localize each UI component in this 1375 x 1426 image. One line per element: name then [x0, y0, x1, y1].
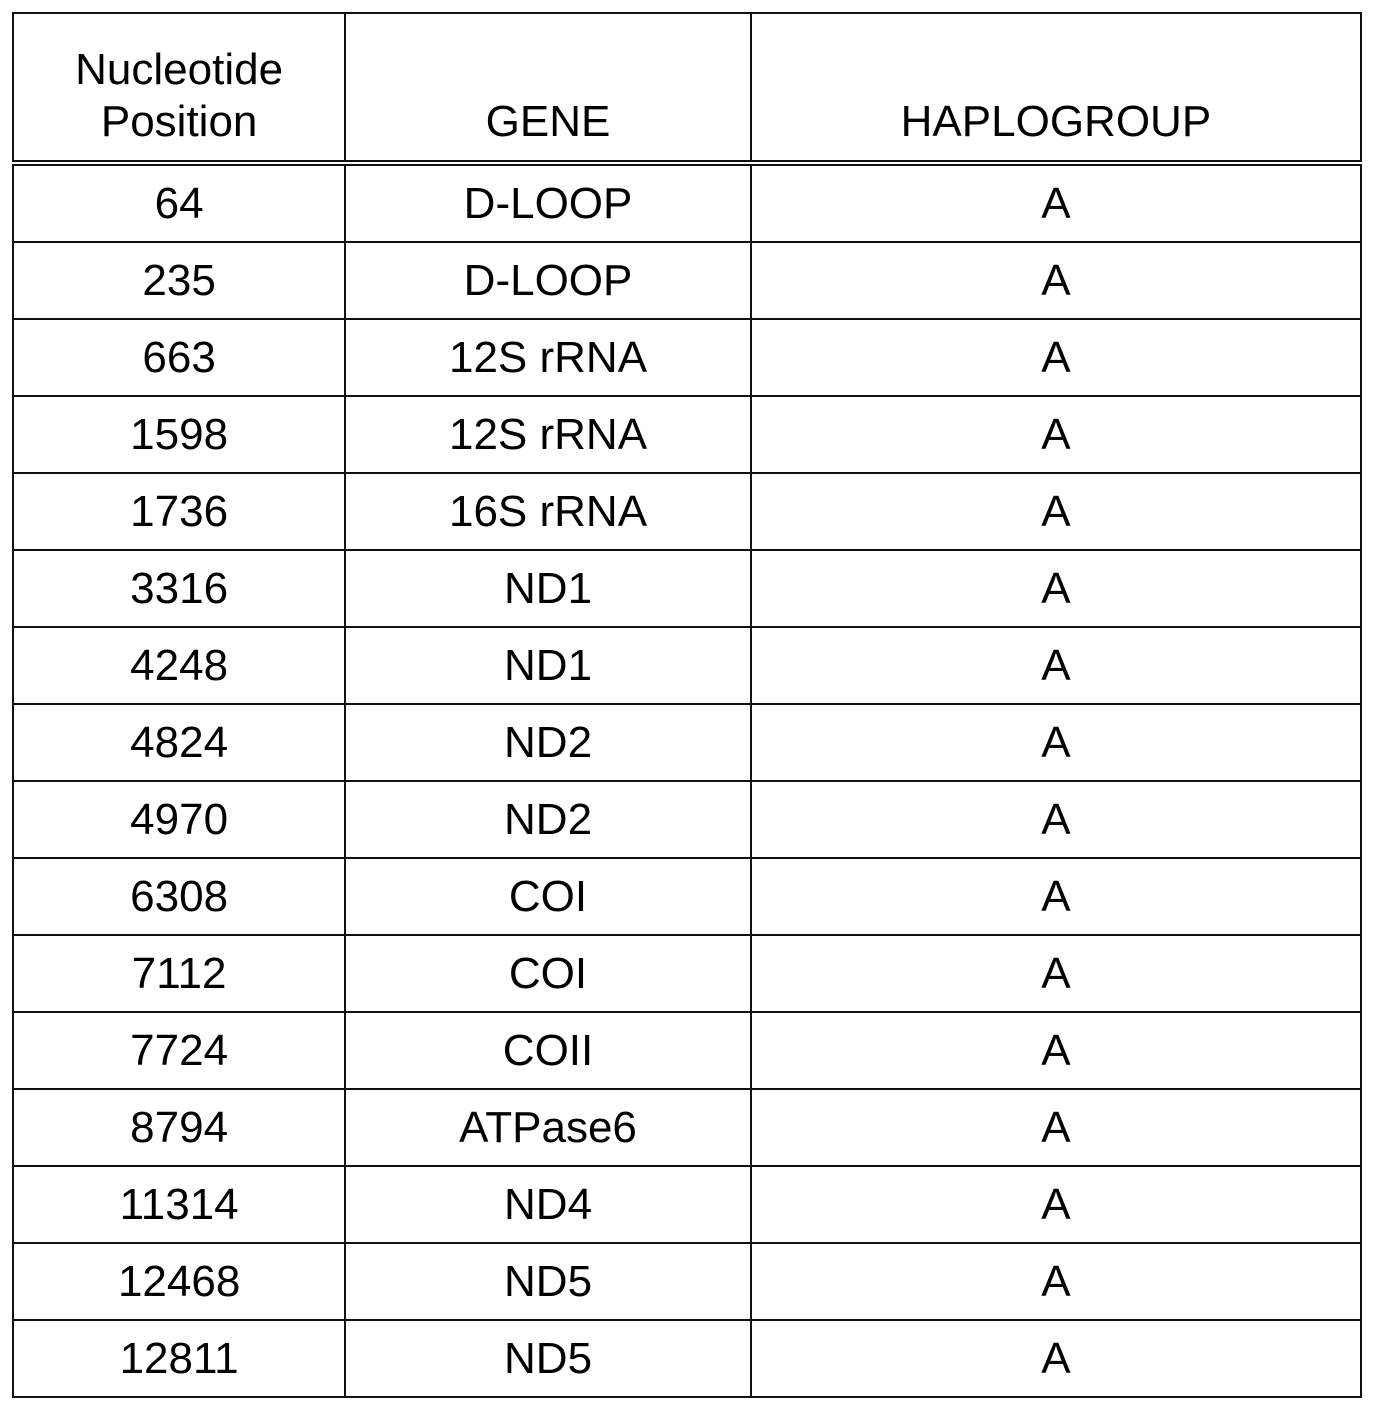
cell-haplogroup: A: [751, 242, 1361, 319]
cell-position: 8794: [13, 1089, 345, 1166]
cell-position: 7724: [13, 1012, 345, 1089]
cell-gene: ATPase6: [345, 1089, 751, 1166]
table-row: [13, 627, 1361, 704]
table-row: [13, 242, 1361, 319]
cell-haplogroup: A: [751, 627, 1361, 704]
header-haplogroup: HAPLOGROUP: [751, 13, 1361, 163]
table-row: [13, 858, 1361, 935]
table-row: [13, 473, 1361, 550]
cell-haplogroup: A: [751, 935, 1361, 1012]
table-row: [13, 1166, 1361, 1243]
cell-haplogroup: A: [751, 396, 1361, 473]
cell-gene: D-LOOP: [345, 242, 751, 319]
cell-position: 6308: [13, 858, 345, 935]
cell-gene: ND5: [345, 1243, 751, 1320]
cell-haplogroup: A: [751, 858, 1361, 935]
cell-haplogroup: A: [751, 1320, 1361, 1397]
cell-position: 4824: [13, 704, 345, 781]
table-row: [13, 781, 1361, 858]
cell-gene: ND5: [345, 1320, 751, 1397]
cell-position: 12468: [13, 1243, 345, 1320]
cell-position: 3316: [13, 550, 345, 627]
cell-gene: ND1: [345, 550, 751, 627]
table-row: [13, 550, 1361, 627]
table-row: [13, 319, 1361, 396]
cell-position: 4248: [13, 627, 345, 704]
table-row: [13, 163, 1361, 242]
header-nucleotide-position: [13, 13, 345, 163]
cell-gene: D-LOOP: [345, 163, 751, 242]
cell-gene: ND1: [345, 627, 751, 704]
cell-haplogroup: A: [751, 319, 1361, 396]
cell-gene: ND4: [345, 1166, 751, 1243]
table-row: [13, 1089, 1361, 1166]
cell-haplogroup: A: [751, 1166, 1361, 1243]
table-header: [13, 13, 1361, 163]
table-row: [13, 704, 1361, 781]
cell-gene: ND2: [345, 704, 751, 781]
header-gene: GENE: [345, 13, 751, 163]
cell-position: 1736: [13, 473, 345, 550]
cell-haplogroup: A: [751, 163, 1361, 242]
table-body: [13, 163, 1361, 1397]
header-position-line2: Position: [100, 97, 258, 146]
cell-position: 7112: [13, 935, 345, 1012]
header-row: [13, 13, 1361, 163]
cell-gene: COI: [345, 858, 751, 935]
haplogroup-table: [12, 12, 1362, 1398]
cell-position: 235: [13, 242, 345, 319]
cell-position: 4970: [13, 781, 345, 858]
cell-haplogroup: A: [751, 781, 1361, 858]
table-row: [13, 396, 1361, 473]
cell-gene: 12S rRNA: [345, 319, 751, 396]
cell-position: 12811: [13, 1320, 345, 1397]
cell-position: 1598: [13, 396, 345, 473]
cell-position: 663: [13, 319, 345, 396]
table-row: [13, 935, 1361, 1012]
cell-gene: 12S rRNA: [345, 396, 751, 473]
table-row: [13, 1243, 1361, 1320]
cell-gene: ND2: [345, 781, 751, 858]
cell-haplogroup: A: [751, 1089, 1361, 1166]
cell-gene: COI: [345, 935, 751, 1012]
cell-gene: 16S rRNA: [345, 473, 751, 550]
table-row: [13, 1012, 1361, 1089]
cell-haplogroup: A: [751, 473, 1361, 550]
header-position-line1: Nucleotide: [75, 45, 284, 94]
cell-haplogroup: A: [751, 1243, 1361, 1320]
cell-gene: COII: [345, 1012, 751, 1089]
cell-haplogroup: A: [751, 704, 1361, 781]
cell-position: 64: [13, 163, 345, 242]
cell-haplogroup: A: [751, 1012, 1361, 1089]
table-row: [13, 1320, 1361, 1397]
cell-position: 11314: [13, 1166, 345, 1243]
cell-haplogroup: A: [751, 550, 1361, 627]
